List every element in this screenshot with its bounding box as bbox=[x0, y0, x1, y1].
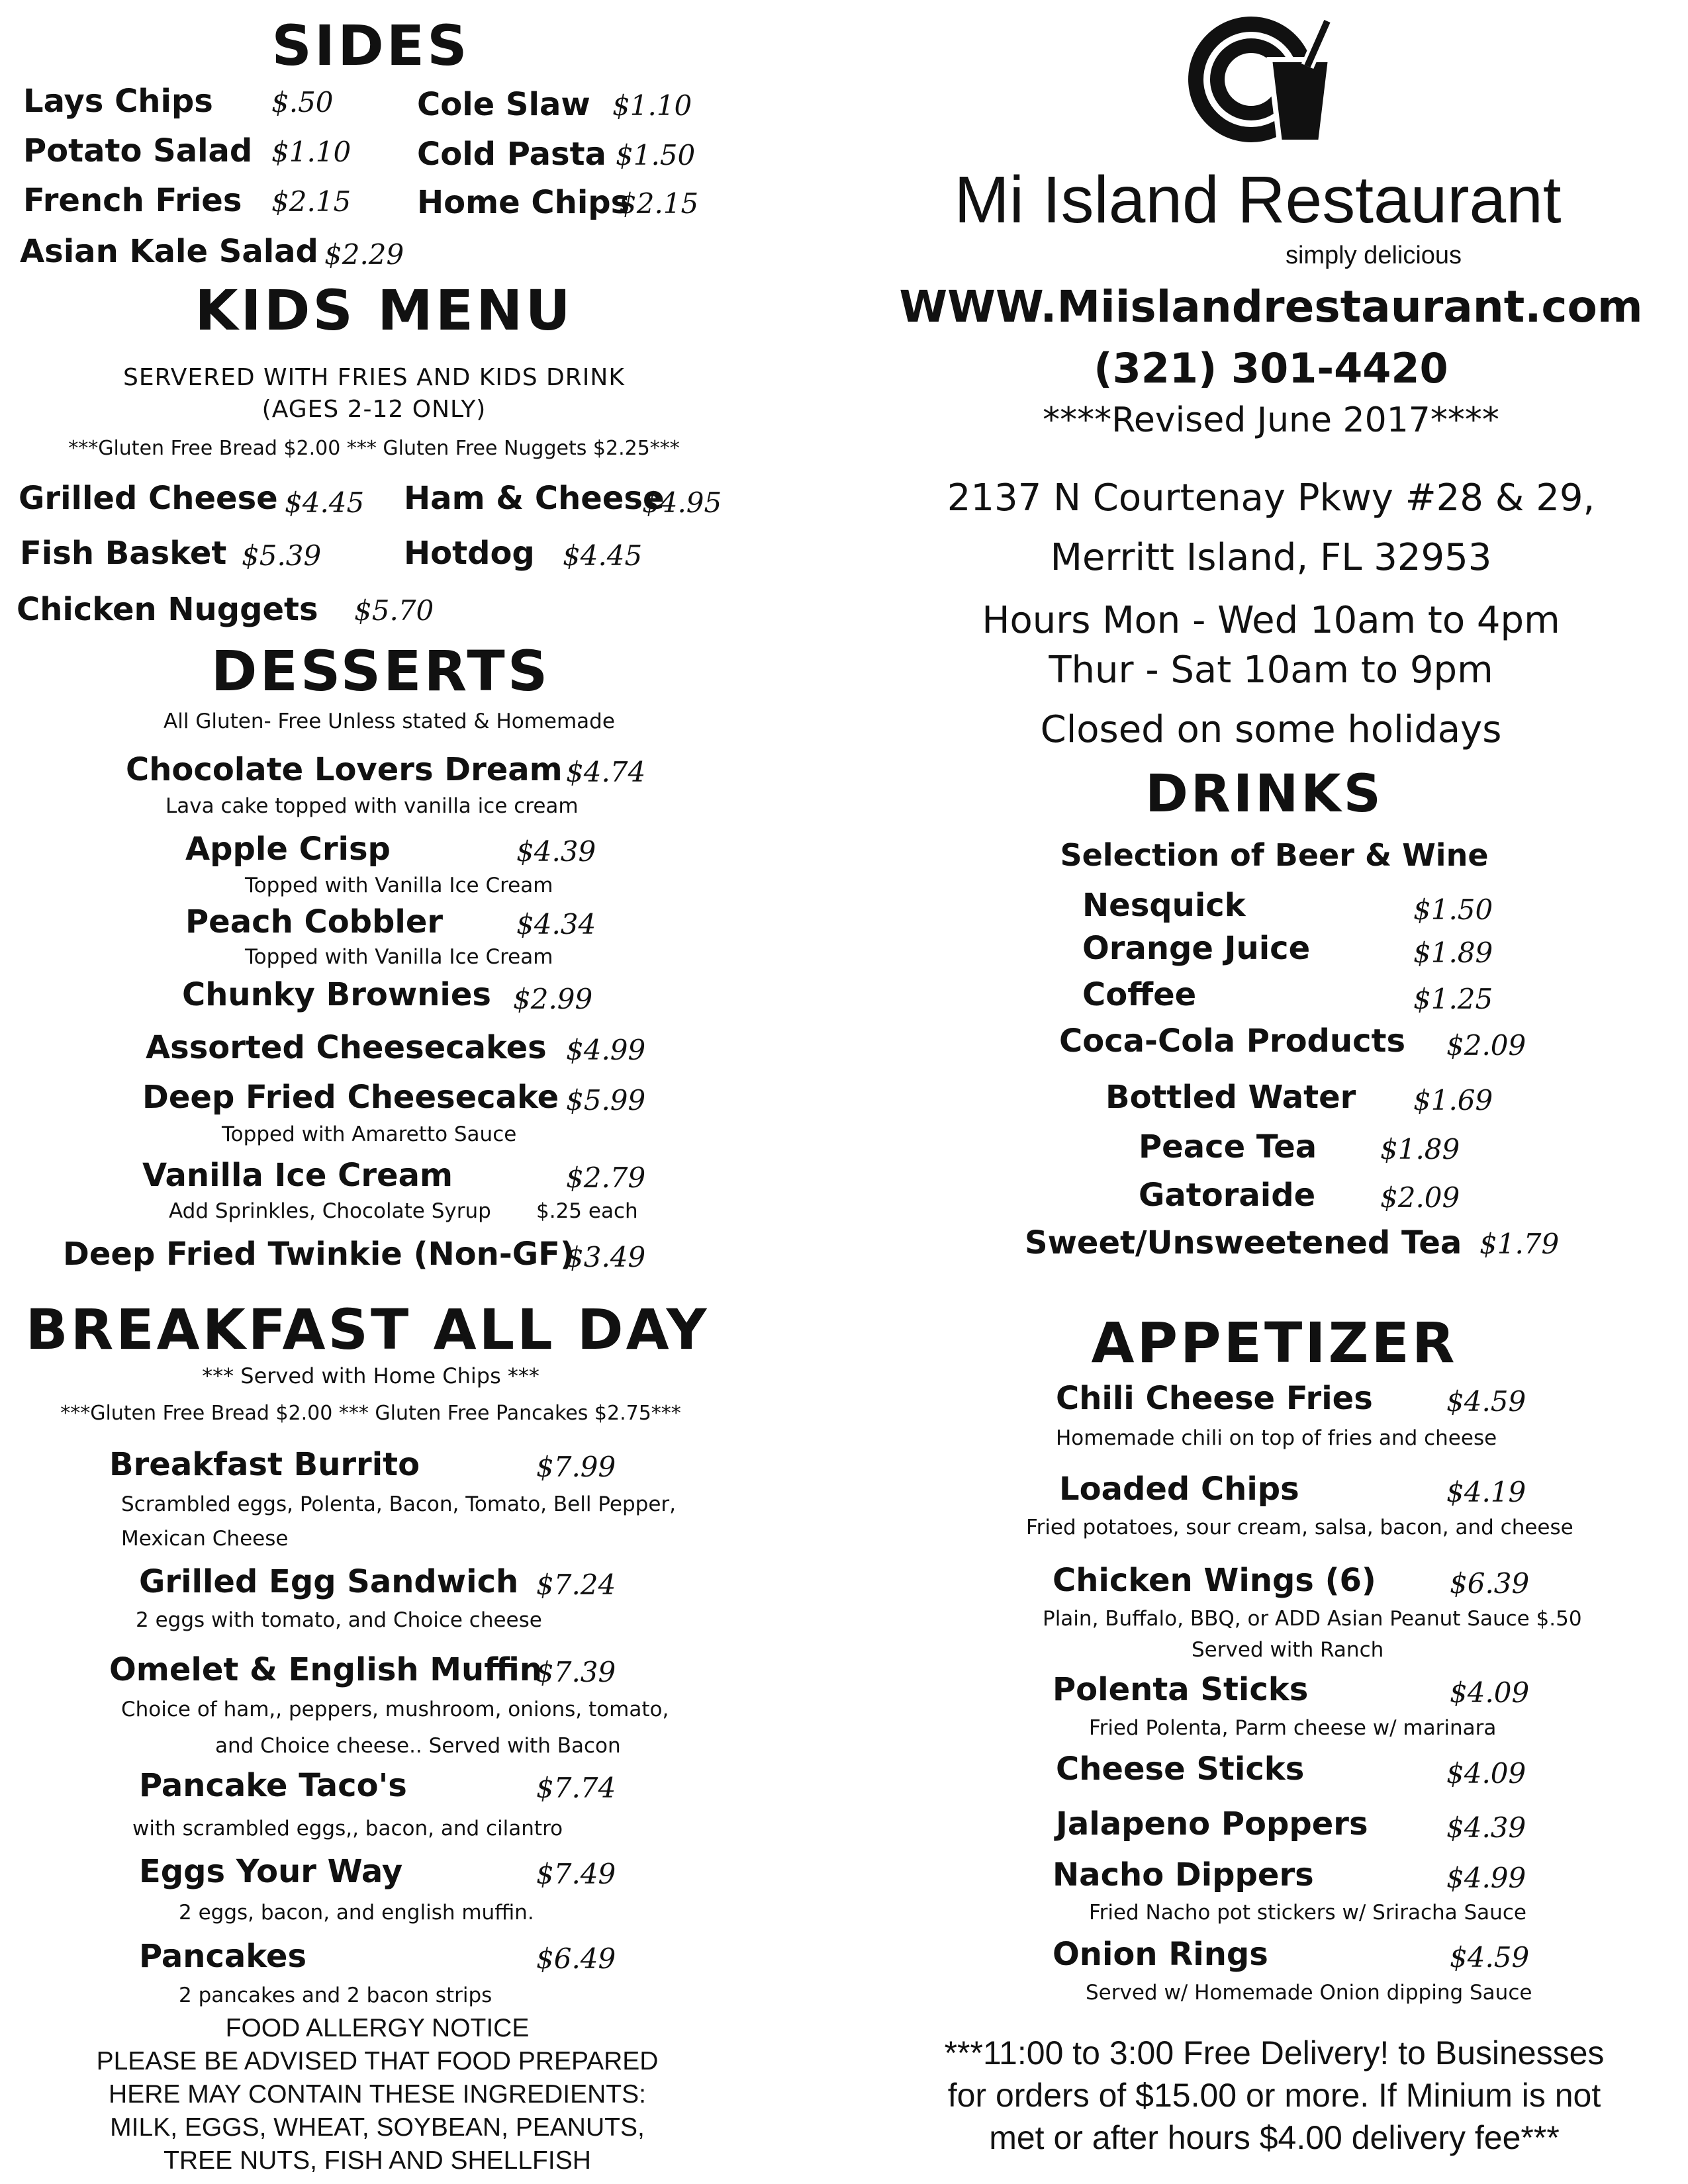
menu-item-name: Pancake Taco's bbox=[139, 1767, 407, 1804]
menu-item-desc: Scrambled eggs, Polenta, Bacon, Tomato, Bell Pepper, bbox=[121, 1492, 676, 1516]
drink-name: Coffee bbox=[1082, 976, 1197, 1013]
menu-item-name: Cole Slaw bbox=[417, 86, 590, 123]
appetizer-name: Jalapeno Poppers bbox=[1056, 1805, 1368, 1843]
menu-item-price: $6.49 bbox=[536, 1942, 616, 1975]
sides-title: SIDES bbox=[271, 13, 470, 78]
drink-price: $1.79 bbox=[1479, 1228, 1560, 1260]
drink-name: Nesquick bbox=[1082, 887, 1246, 924]
menu-item-desc: 2 eggs, bacon, and english muffin. bbox=[179, 1901, 534, 1925]
address-line-1: 2137 N Courtenay Pkwy #28 & 29, bbox=[947, 477, 1595, 520]
menu-item-name: Chicken Nuggets bbox=[17, 591, 318, 628]
appetizer-desc: Homemade chili on top of fries and cheese bbox=[1056, 1426, 1497, 1450]
menu-item-desc: Mexican Cheese bbox=[121, 1527, 289, 1551]
drink-name: Sweet/Unsweetened Tea bbox=[1025, 1224, 1462, 1261]
menu-item-name: Grilled Cheese bbox=[19, 480, 278, 517]
menu-item-price: $7.49 bbox=[536, 1858, 616, 1890]
menu-item-name: Peach Cobbler bbox=[185, 903, 444, 940]
appetizer-price: $4.59 bbox=[1446, 1385, 1526, 1418]
menu-item-price: $5.70 bbox=[354, 594, 434, 627]
menu-item-desc: with scrambled eggs,, bacon, and cilantro bbox=[132, 1817, 563, 1841]
menu-item-name: Omelet & English Muffin bbox=[109, 1651, 542, 1688]
menu-item-price: $4.74 bbox=[566, 756, 646, 788]
menu-item-desc: Choice of ham,, peppers, mushroom, onions, tomato, bbox=[121, 1698, 669, 1721]
menu-item-name: Cold Pasta bbox=[417, 136, 606, 173]
menu-item-price: $5.99 bbox=[566, 1084, 646, 1116]
menu-item-price: $7.74 bbox=[536, 1772, 616, 1804]
allergy-line: FOOD ALLERGY NOTICE bbox=[225, 2014, 530, 2042]
appetizer-price: $4.19 bbox=[1446, 1476, 1526, 1508]
menu-item-price: $4.34 bbox=[516, 908, 596, 940]
menu-item-price: $4.45 bbox=[563, 539, 643, 572]
hours-line-3: Closed on some holidays bbox=[1040, 708, 1502, 751]
website-link[interactable]: WWW.Miislandrestaurant.com bbox=[899, 281, 1643, 332]
menu-item-price: $3.49 bbox=[566, 1241, 646, 1273]
menu-item-name: Eggs Your Way bbox=[139, 1853, 403, 1890]
drink-name: Orange Juice bbox=[1082, 930, 1311, 967]
appetizer-name: Onion Rings bbox=[1053, 1936, 1268, 1973]
restaurant-name: Mi Island Restaurant bbox=[954, 163, 1562, 237]
menu-item-name: Lays Chips bbox=[23, 83, 213, 120]
menu-item-desc: and Choice cheese.. Served with Bacon bbox=[215, 1734, 621, 1758]
menu-item-price: $7.99 bbox=[536, 1451, 616, 1483]
delivery-notice bbox=[945, 2032, 1605, 2159]
menu-item-price: $1.10 bbox=[271, 136, 352, 168]
allergy-line: TREE NUTS, FISH AND SHELLFISH bbox=[164, 2146, 591, 2175]
appetizer-price: $4.09 bbox=[1446, 1757, 1526, 1790]
menu-item-name: Hotdog bbox=[404, 535, 535, 572]
breakfast-gluten-note: ***Gluten Free Bread $2.00 *** Gluten Free Pancakes $2.75*** bbox=[60, 1402, 681, 1425]
menu-item-price: $.50 bbox=[271, 86, 334, 118]
appetizer-desc: Fried Polenta, Parm cheese w/ marinara bbox=[1089, 1716, 1497, 1740]
allergy-line: PLEASE BE ADVISED THAT FOOD PREPARED bbox=[96, 2047, 659, 2075]
menu-item-price: $2.15 bbox=[271, 185, 352, 218]
drink-price: $1.69 bbox=[1413, 1084, 1493, 1116]
menu-item-name: French Fries bbox=[23, 182, 242, 219]
drink-name: Coca-Cola Products bbox=[1059, 1023, 1406, 1060]
menu-item-name: Fish Basket bbox=[20, 535, 227, 572]
menu-item-name: Grilled Egg Sandwich bbox=[139, 1563, 519, 1600]
appetizer-name: Cheese Sticks bbox=[1056, 1751, 1305, 1788]
menu-item-name: Chocolate Lovers Dream bbox=[126, 751, 563, 788]
drinks-subtitle: Selection of Beer & Wine bbox=[1060, 837, 1489, 873]
appetizer-desc: Fried potatoes, sour cream, salsa, bacon, and cheese bbox=[1026, 1516, 1573, 1539]
menu-item-price: $2.99 bbox=[513, 983, 593, 1015]
breakfast-title: BREAKFAST ALL DAY bbox=[25, 1297, 710, 1362]
drink-price: $1.89 bbox=[1380, 1133, 1460, 1165]
menu-item-desc: Topped with Vanilla Ice Cream bbox=[245, 945, 553, 969]
delivery-line: ***11:00 to 3:00 Free Delivery! to Businesses bbox=[944, 2034, 1605, 2071]
desserts-subtitle: All Gluten- Free Unless stated & Homemade bbox=[164, 709, 615, 733]
menu-item-name: Apple Crisp bbox=[185, 831, 391, 868]
menu-item-price: $2.79 bbox=[566, 1161, 646, 1194]
menu-item-name: Potato Salad bbox=[23, 132, 253, 169]
menu-item-price: $4.95 bbox=[642, 486, 722, 519]
menu-item-name: Asian Kale Salad bbox=[20, 233, 318, 270]
appetizer-desc: Plain, Buffalo, BBQ, or ADD Asian Peanut Sauce $.50 bbox=[1043, 1607, 1582, 1631]
menu-item-price: $4.45 bbox=[285, 486, 365, 519]
appetizer-price: $4.39 bbox=[1446, 1811, 1526, 1844]
desserts-title: DESSERTS bbox=[211, 639, 551, 704]
appetizer-price: $4.09 bbox=[1450, 1676, 1530, 1709]
appetizer-title: APPETIZER bbox=[1091, 1310, 1458, 1375]
menu-item-name: Deep Fried Cheesecake bbox=[142, 1079, 559, 1116]
drink-name: Peace Tea bbox=[1139, 1128, 1317, 1165]
kids-title: KIDS MENU bbox=[195, 278, 573, 343]
appetizer-name: Chili Cheese Fries bbox=[1056, 1380, 1373, 1417]
menu-item-desc: Add Sprinkles, Chocolate Syrup bbox=[169, 1199, 491, 1223]
delivery-line: met or after hours $4.00 delivery fee*** bbox=[989, 2119, 1560, 2156]
drink-name: Gatoraide bbox=[1139, 1177, 1316, 1214]
appetizer-name: Chicken Wings (6) bbox=[1053, 1562, 1376, 1599]
menu-item-name: Pancakes bbox=[139, 1938, 307, 1975]
menu-item-name: Vanilla Ice Cream bbox=[142, 1157, 453, 1194]
menu-item-desc: Topped with Vanilla Ice Cream bbox=[245, 874, 553, 897]
menu-item-name: Home Chips bbox=[417, 184, 630, 221]
menu-item-price: $1.50 bbox=[616, 139, 696, 171]
drink-name: Bottled Water bbox=[1105, 1079, 1356, 1116]
hours-line-1: Hours Mon - Wed 10am to 4pm bbox=[982, 599, 1560, 642]
appetizer-desc: Served w/ Homemade Onion dipping Sauce bbox=[1086, 1981, 1532, 2005]
menu-item-price: $5.39 bbox=[242, 539, 322, 572]
kids-age-note: (AGES 2-12 ONLY) bbox=[261, 396, 487, 423]
restaurant-tagline: simply delicious bbox=[1285, 242, 1462, 269]
menu-item-name: Breakfast Burrito bbox=[109, 1446, 420, 1483]
menu-item-name: Assorted Cheesecakes bbox=[146, 1029, 547, 1066]
breakfast-subtitle: *** Served with Home Chips *** bbox=[202, 1363, 539, 1388]
allergy-line: HERE MAY CONTAIN THESE INGREDIENTS: bbox=[109, 2080, 646, 2109]
drink-price: $1.25 bbox=[1413, 983, 1493, 1015]
menu-item-extra: $.25 each bbox=[536, 1199, 638, 1223]
appetizer-price: $4.99 bbox=[1446, 1862, 1526, 1894]
hours-line-2: Thur - Sat 10am to 9pm bbox=[1049, 649, 1493, 692]
revised-note: ****Revised June 2017**** bbox=[1043, 400, 1499, 440]
menu-item-name: Chunky Brownies bbox=[182, 976, 491, 1013]
menu-item-price: $4.39 bbox=[516, 835, 596, 868]
menu-item-price: $4.99 bbox=[566, 1034, 646, 1066]
delivery-line: for orders of $15.00 or more. If Minium is not bbox=[947, 2077, 1601, 2114]
menu-item-price: $1.10 bbox=[612, 89, 692, 122]
menu-item-desc: 2 eggs with tomato, and Choice cheese bbox=[136, 1608, 542, 1632]
menu-item-desc: Topped with Amaretto Sauce bbox=[222, 1122, 517, 1146]
allergy-line: MILK, EGGS, WHEAT, SOYBEAN, PEANUTS, bbox=[110, 2113, 645, 2142]
appetizer-name: Loaded Chips bbox=[1059, 1471, 1299, 1508]
appetizer-price: $6.39 bbox=[1450, 1567, 1530, 1600]
menu-item-price: $7.24 bbox=[536, 1569, 616, 1601]
appetizer-desc: Fried Nacho pot stickers w/ Sriracha Sauce bbox=[1089, 1901, 1526, 1925]
plate-and-cup-logo-icon bbox=[1185, 13, 1344, 146]
phone-number[interactable]: (321) 301-4420 bbox=[1094, 344, 1448, 392]
menu-item-price: $2.29 bbox=[324, 238, 404, 271]
menu-item-desc: Lava cake topped with vanilla ice cream bbox=[165, 794, 579, 818]
menu-item-name: Ham & Cheese bbox=[404, 480, 665, 517]
appetizer-desc: Served with Ranch bbox=[1192, 1638, 1384, 1662]
kids-served-note: SERVERED WITH FRIES AND KIDS DRINK bbox=[123, 364, 625, 391]
appetizer-price: $4.59 bbox=[1450, 1941, 1530, 1974]
menu-item-price: $7.39 bbox=[536, 1656, 616, 1688]
kids-gluten-note: ***Gluten Free Bread $2.00 *** Gluten Free Nuggets $2.25*** bbox=[68, 437, 680, 460]
address-line-2: Merritt Island, FL 32953 bbox=[1050, 536, 1492, 579]
appetizer-name: Nacho Dippers bbox=[1053, 1856, 1314, 1893]
menu-item-desc: 2 pancakes and 2 bacon strips bbox=[179, 1983, 492, 2007]
allergy-notice bbox=[97, 2012, 659, 2177]
drink-price: $1.89 bbox=[1413, 936, 1493, 969]
drink-price: $2.09 bbox=[1446, 1029, 1526, 1062]
appetizer-name: Polenta Sticks bbox=[1053, 1671, 1309, 1708]
drink-price: $1.50 bbox=[1413, 893, 1493, 926]
drink-price: $2.09 bbox=[1380, 1181, 1460, 1214]
menu-item-price: $2.15 bbox=[619, 187, 699, 220]
menu-item-name: Deep Fried Twinkie (Non-GF) bbox=[63, 1236, 575, 1273]
drinks-title: DRINKS bbox=[1145, 764, 1383, 824]
